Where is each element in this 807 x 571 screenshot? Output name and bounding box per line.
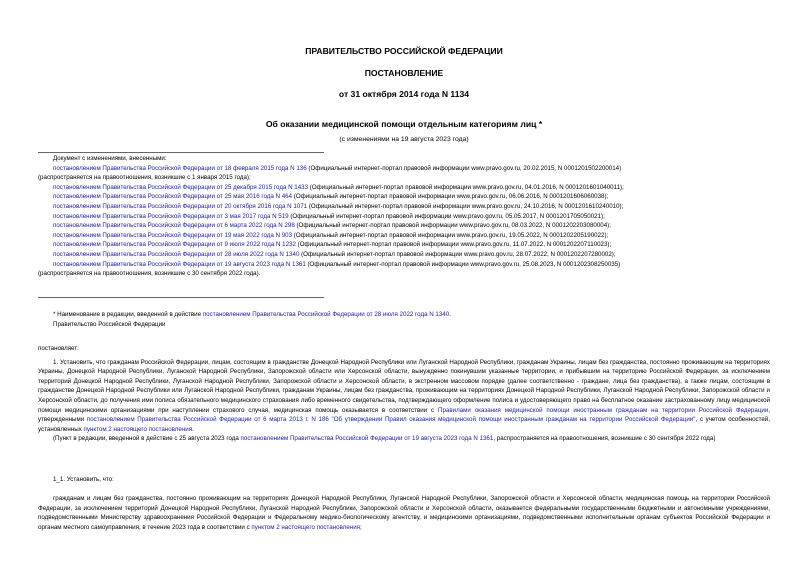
change-item: постановлением Правительства Российской Федерации от 9 июля 2022 года N 1232 (Официальный интернет-портал правовой информации www.pravo.gov.ru, 11.07.2022, N 0001202207110023); <box>53 241 612 249</box>
decree-186-link[interactable]: постановлением Правительства Российской Федерации от 6 марта 2013 г. N 186 "Об утверждении Правил оказания медицинской помощи иностранным гражданам на территории Российской Федерации" <box>86 416 696 424</box>
change-link[interactable]: постановлением Правительства Российской Федерации от 25 мая 2016 года N 464 <box>53 193 293 201</box>
paragraph-last <box>38 494 770 532</box>
change-link[interactable]: постановлением Правительства Российской Федерации от 19 мая 2022 года N 903 <box>53 231 293 239</box>
paragraph-last-text: гражданам и лицам без гражданства, постоянно проживающим на территориях Донецкой Народной Республики, Луганской Народной Республики, Запорожской области и Херсонской области, медицинская помощь на территории Российской Федерации, за исключением территорий Донецкой Народной Республики, Луганской Народной Республики, Запорожской области и Херсонской области, оказывается федеральными государственными бюджетными и автономными учреждениями, подведомственными Министерству здравоохранения Российской Федерации и Федеральному медико-биологическому агентству, и медицинскими организациями, подведомственными исполнительным органам субъектов Российской Федерации и органам местного самоуправления, в течение 2023 года в соответствии с пунктом 2 настоящего постановления; <box>38 495 770 531</box>
doc-date-heading: от 31 октября 2014 года N 1134 <box>338 89 470 99</box>
change-link[interactable]: постановлением Правительства Российской Федерации от 19 августа 2023 года N 1361 <box>53 260 306 268</box>
point-2-link-2[interactable]: пунктом 2 настоящего постановления <box>251 523 361 531</box>
changes-list <box>38 154 770 279</box>
change-link[interactable]: постановлением Правительства Российской Федерации от 20 октября 2016 года N 1071 <box>53 202 308 210</box>
footnote <box>38 310 770 329</box>
paragraph-1: 1. Установить, что гражданам Российской Федерации, лицам, состоящим в гражданстве Донецкой Народной Республики или Луганской Народной Республики, гражданам Украины, лицам без гражданства, постоянно проживающим на территориях Украины, Донецкой Народной Республики, Луганской Народной Республики, Запорожской области или Херсонской области, вынужденно покинувшим указанные территории, и прибывшим на территорию Российской Федерации, за исключением территорий Донецкой Народной Республики, Луганской Народной Республики, Запорожской области и Херсонской области, в экстренном массовом порядке (далее соответственно - граждане, лица без гражданства), а также лицам, состоящим в гражданстве Донецкой Народной Республики или Луганской Народной Республики, гражданам Украины, лицам без гражданства, проживающим на территориях Донецкой Народной Республики, Луганской Народной Республики, Запорожской области и Херсонской области, до получения ими полиса обязательного медицинского страхования либо временного свидетельства, подтверждающего оформление полиса и удостоверяющего право на бесплатное оказание застрахованному лицу медицинской помощи медицинскими организациями при наступлении страхового случая, медицинская помощь оказывается в соответствии с Правилами оказания медицинской помощи иностранным гражданам на территории Российской Федерации, утвержденными постановлением Правительства Российской Федерации от 6 марта 2013 г. N 186 "Об утверждении Правил оказания медицинской помощи иностранным гражданам на территории Российской Федерации", с учетом особенностей, установленных пунктом 2 настоящего постановления. <box>38 358 771 433</box>
change-tail: (распространяется на правоотношения, возникшие с 30 сентября 2022 года). <box>38 270 261 278</box>
change-item: постановлением Правительства Российской Федерации от 20 октября 2016 года N 1071 (Официальный интернет-портал правовой информации www.pravo.gov.ru, 24.10.2016, N 0001201610240010); <box>53 202 624 210</box>
change-link[interactable]: постановлением Правительства Российской Федерации от 28 июля 2022 года N 1340 <box>53 250 300 258</box>
edition-note: (Пункт в редакции, введенной в действие с 25 августа 2023 года постановлением Правительства Российской Федерации от 19 августа 2023 года N 1361, распространяется на правоотношения, возникшие с 30 сентября 2022 года) <box>53 435 716 443</box>
point-2-link[interactable]: пунктом 2 настоящего постановления <box>83 425 193 433</box>
change-item: постановлением Правительства Российской Федерации от 25 мая 2016 года N 464 (Официальный интернет-портал правовой информации www.pravo.gov.ru, 06.06.2016, N 0001201606060038); <box>53 193 609 201</box>
footnote-text: * Наименование в редакции, введенной в действие постановлением Правительства Российской Федерации от 28 июля 2022 года N 1340. <box>53 311 451 318</box>
rules-link[interactable]: Правилами оказания медицинской помощи иностранным гражданам на территории Российской Федерации <box>438 406 769 414</box>
change-link[interactable]: постановлением Правительства Российской Федерации от 18 февраля 2015 года N 136 <box>53 164 307 172</box>
divider-top <box>38 152 324 153</box>
footnote-link[interactable]: постановлением Правительства Российской Федерации от 28 июля 2022 года N 1340 <box>202 311 450 318</box>
change-item: постановлением Правительства Российской Федерации от 25 декабря 2015 года N 1433 (Официальный интернет-портал правовой информации www.pravo.gov.ru, 04.01.2016, N 0001201601040011); <box>53 183 624 191</box>
decree-body <box>38 344 770 444</box>
change-item: постановлением Правительства Российской Федерации от 6 марта 2022 года N 298 (Официальный интернет-портал правовой информации www.pravo.gov.ru, 08.03.2022, N 0001202203080004); <box>53 222 611 230</box>
change-item: постановлением Правительства Российской Федерации от 19 августа 2023 года N 1361 (Официальный интернет-портал правовой информации www.pravo.gov.ru, 25.08.2023, N 0001202308250035) <box>53 260 621 268</box>
doc-type-heading: ПОСТАНОВЛЕНИЕ <box>364 68 444 78</box>
change-item: постановлением Правительства Российской Федерации от 18 февраля 2015 года N 136 (Официальный интернет-портал правовой информации www.pravo.gov.ru, 20.02.2015, N 0001201502200014) <box>53 164 622 172</box>
authority-heading: ПРАВИТЕЛЬСТВО РОССИЙСКОЙ ФЕДЕРАЦИИ <box>305 46 503 56</box>
signer: Правительство Российской Федерации <box>53 320 166 328</box>
changes-intro: Документ с изменениями, внесенными: <box>53 155 167 162</box>
change-item: постановлением Правительства Российской Федерации от 19 мая 2022 года N 903 (Официальный интернет-портал правовой информации www.pravo.gov.ru, 19.05.2022, N 0001202205190022); <box>53 231 609 239</box>
change-link[interactable]: постановлением Правительства Российской Федерации от 9 июля 2022 года N 1232 <box>53 241 296 249</box>
revision-note: (с изменениями на 19 августа 2023 года) <box>339 136 469 143</box>
change-item: постановлением Правительства Российской Федерации от 28 июля 2022 года N 1340 (Официальный интернет-портал правовой информации www.pravo.gov.ru, 28.07.2022, N 0001202207280002); <box>53 250 616 258</box>
change-tail: (распространяется на правоотношения, возникшие с 1 января 2015 года); <box>38 174 251 182</box>
paragraph-1-1 <box>38 475 770 485</box>
edition-link[interactable]: постановлением Правительства Российской Федерации от 19 августа 2023 года N 1361 <box>240 435 494 443</box>
change-link[interactable]: постановлением Правительства Российской Федерации от 6 марта 2022 года N 298 <box>53 222 295 230</box>
document-title: Об оказании медицинской помощи отдельным категориям лиц * <box>265 119 543 129</box>
change-link[interactable]: постановлением Правительства Российской Федерации от 25 декабря 2015 года N 1433 <box>53 183 309 191</box>
decree-word: постановляет: <box>38 345 79 352</box>
change-item: постановлением Правительства Российской Федерации от 3 мая 2017 года N 519 (Официальный интернет-портал правовой информации www.pravo.gov.ru, 05.05.2017, N 0001201705050021); <box>53 212 605 220</box>
paragraph-1-1-heading: 1_1. Установить, что: <box>53 476 114 483</box>
divider-bottom <box>38 297 324 298</box>
change-link[interactable]: постановлением Правительства Российской Федерации от 3 мая 2017 года N 519 <box>53 212 289 220</box>
